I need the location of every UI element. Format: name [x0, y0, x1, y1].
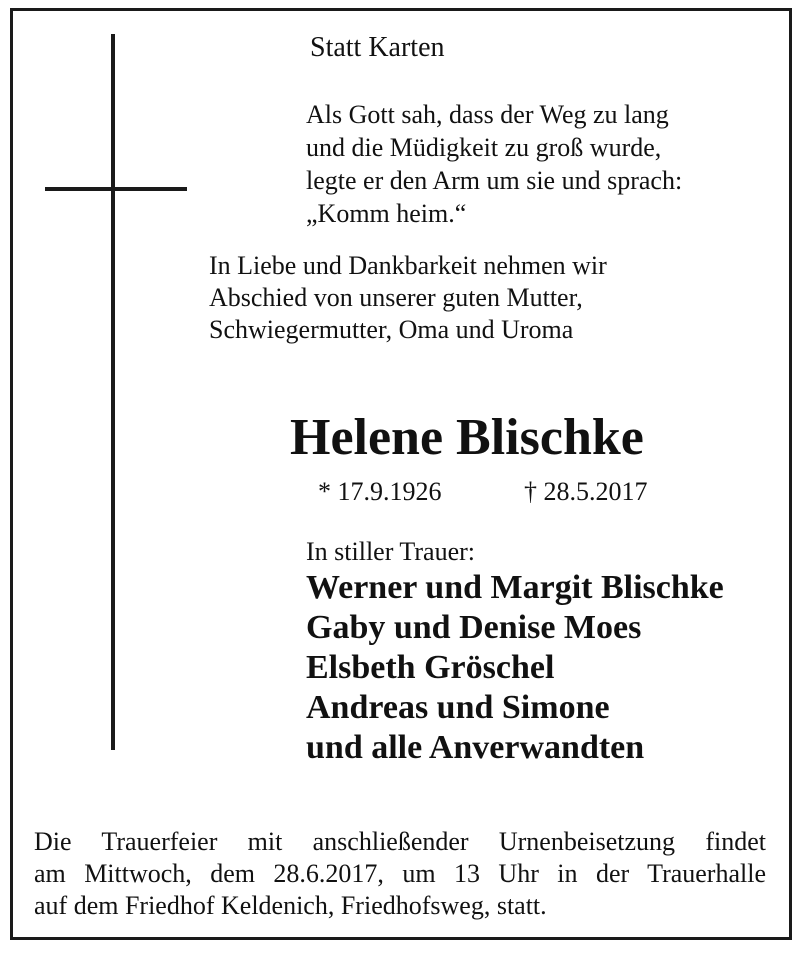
mourner-name: Werner und Margit Blischke — [306, 569, 724, 606]
statt-karten-heading: Statt Karten — [310, 32, 445, 63]
mourner-name: Elsbeth Gröschel — [306, 649, 555, 686]
mourning-label: In stiller Trauer: — [306, 537, 475, 566]
mourner-name: und alle Anverwandten — [306, 729, 645, 766]
poem — [306, 98, 682, 230]
poem-line: und die Müdigkeit zu groß wurde, — [306, 133, 662, 162]
intro-text — [209, 250, 607, 346]
birth-date: * 17.9.1926 — [318, 477, 442, 506]
poem-line: legte er den Arm um sie und sprach: — [306, 166, 683, 195]
intro-line: Abschied von unserer guten Mutter, — [209, 283, 583, 312]
funeral-line: auf dem Friedhof Keldenich, Friedhofsweg, statt. — [34, 891, 547, 920]
deceased-name: Helene Blischke — [290, 409, 644, 466]
mourner-name: Gaby und Denise Moes — [306, 609, 642, 646]
poem-line: Als Gott sah, dass der Weg zu lang — [306, 100, 669, 129]
funeral-line: Die Trauerfeier mit anschließender Urnenbeisetzung findet — [34, 827, 766, 856]
death-date: † 28.5.2017 — [524, 477, 648, 506]
cross-vertical-bar — [111, 34, 115, 750]
mourner-list — [306, 568, 724, 768]
cross-horizontal-bar — [45, 187, 187, 191]
intro-line: In Liebe und Dankbarkeit nehmen wir — [209, 251, 607, 280]
funeral-line: am Mittwoch, dem 28.6.2017, um 13 Uhr in der Trauerhalle — [34, 859, 766, 888]
intro-line: Schwiegermutter, Oma und Uroma — [209, 315, 574, 344]
mourner-name: Andreas und Simone — [306, 689, 610, 726]
poem-line: „Komm heim.“ — [306, 199, 467, 228]
funeral-info — [34, 826, 766, 922]
